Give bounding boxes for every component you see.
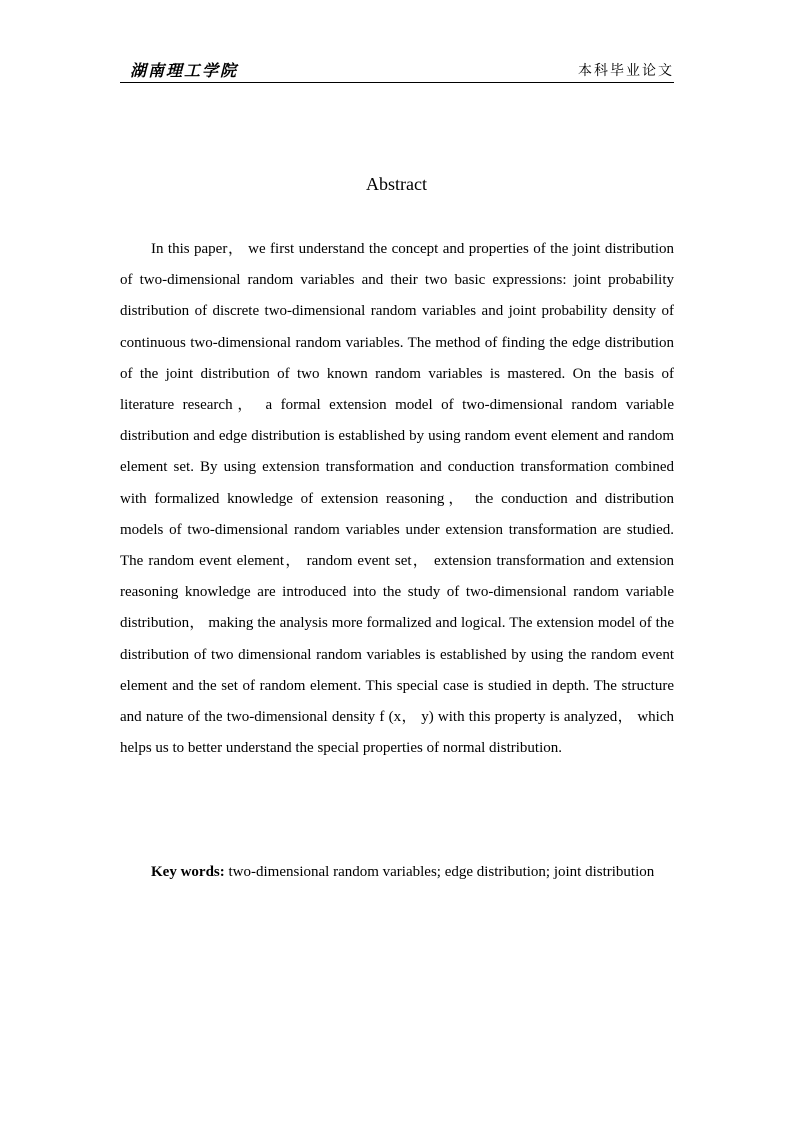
header-institution: 湖南理工学院 <box>130 61 239 80</box>
page-header <box>120 58 674 83</box>
abstract-paragraph: In this paper， we first understand the concept and properties of the joint distribution of two-dimensional random variables and their two basic expressions: joint probability distribution of discrete two-dimensional random variables and joint probability density of continuous two-dimensional random variables. The method of finding the edge distribution of the joint distribution of two known random variables is mastered. On the basis of literature research， a formal extension model of two-dimensional random variable distribution and edge distribution is established by using random event element and random element set. By using extension transformation and conduction transformation combined with formalized knowledge of extension reasoning， the conduction and distribution models of two-dimensional random variables under extension transformation are studied. The random event element， random event set， extension transformation and extension reasoning knowledge are introduced into the study of two-dimensional random variable distribution， making the analysis more formalized and logical. The extension model of the distribution of two dimensional random variables is established by using the random event element and the set of random element. This special case is studied in depth. The structure and nature of the two-dimensional density f (x， y) with this property is analyzed， which helps us to better understand the special properties of normal distribution. <box>120 241 674 757</box>
keywords-label: Key words: <box>151 864 225 880</box>
abstract-title: Abstract <box>366 174 427 194</box>
header-doc-type: 本科毕业论文 <box>578 63 674 79</box>
keywords-paragraph <box>120 857 674 888</box>
keywords-text: two-dimensional random variables; edge distribution; joint distribution <box>228 864 655 880</box>
